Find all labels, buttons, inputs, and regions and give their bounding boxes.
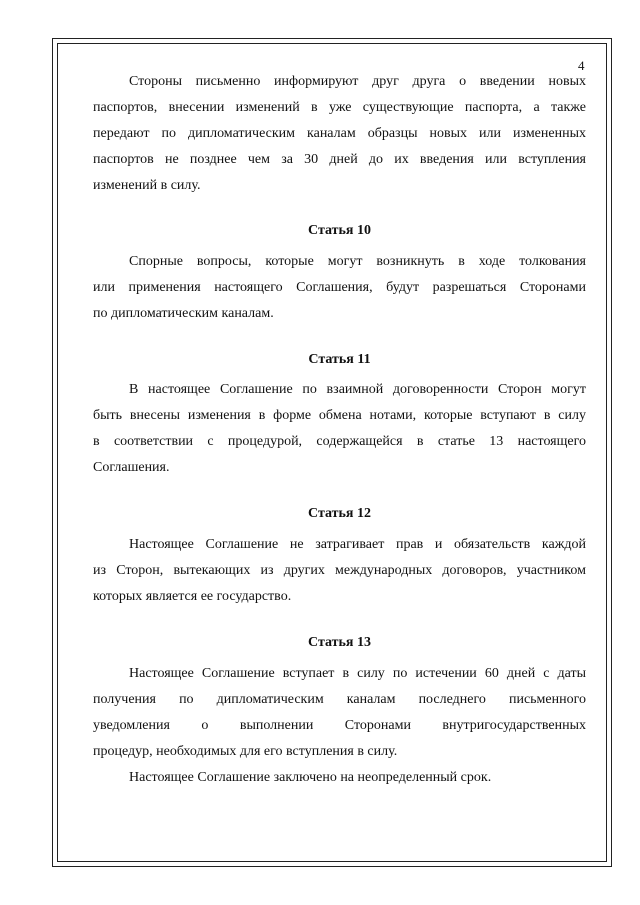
text-line: уведомления о выполнении Сторонами внутригосударственных — [93, 718, 586, 733]
text-line: процедур, необходимых для его вступления в силу. — [93, 744, 398, 759]
article-13-paragraph — [93, 661, 586, 791]
article-13-second-paragraph: Настоящее Соглашение заключено на неопределенный срок. — [129, 770, 492, 785]
text-line: быть внесены изменения в форме обмена нотами, которые вступают в силу — [93, 408, 586, 423]
document-body — [93, 69, 586, 791]
article-11-paragraph — [93, 377, 586, 481]
article-10-paragraph — [93, 249, 586, 327]
text-line: или применения настоящего Соглашения, будут разрешаться Сторонами — [93, 280, 586, 295]
text-line: паспортов не позднее чем за 30 дней до их введения или вступления — [93, 152, 586, 167]
text-line: из Сторон, вытекающих из других международных договоров, участником — [93, 563, 586, 578]
text-line: передают по дипломатическим каналам образцы новых или измененных — [93, 126, 586, 141]
article-12-paragraph — [93, 532, 586, 610]
text-line: Настоящее Соглашение вступает в силу по истечении 60 дней с даты — [129, 666, 586, 681]
text-line: по дипломатическим каналам. — [93, 306, 274, 321]
article-13-heading: Статья 13 — [308, 635, 371, 650]
text-line: получения по дипломатическим каналам последнего письменного — [93, 692, 586, 707]
text-line: которых является ее государство. — [93, 589, 292, 604]
text-line: Стороны письменно информируют друг друга о введении новых — [129, 74, 586, 89]
text-line: В настоящее Соглашение по взаимной договоренности Сторон могут — [129, 382, 586, 397]
text-line: Соглашения. — [93, 460, 170, 475]
intro-paragraph — [93, 69, 586, 199]
article-11-heading: Статья 11 — [308, 352, 371, 367]
page-number: 4 — [578, 58, 585, 73]
text-line: паспортов, внесении изменений в уже существующие паспорта, а также — [93, 100, 586, 115]
text-line: Настоящее Соглашение не затрагивает прав и обязательств каждой — [129, 537, 586, 552]
text-line: изменений в силу. — [93, 178, 201, 193]
text-line: в соответствии с процедурой, содержащейся в статье 13 настоящего — [93, 434, 586, 449]
text-line: Спорные вопросы, которые могут возникнуть в ходе толкования — [129, 254, 586, 269]
article-12-heading: Статья 12 — [308, 506, 371, 521]
article-10-heading: Статья 10 — [308, 223, 371, 238]
